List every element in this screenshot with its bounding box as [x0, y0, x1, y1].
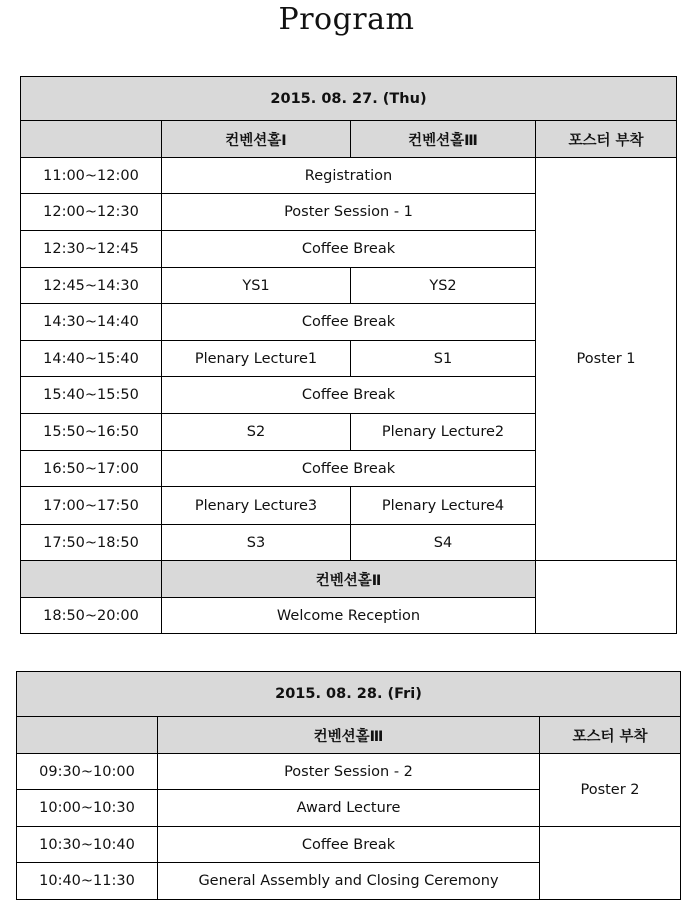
time-cell: 10:40~11:30: [17, 863, 158, 900]
room1-cell: S3: [162, 525, 351, 561]
day2-date: 2015. 08. 28. (Fri): [17, 672, 681, 717]
day2-schedule-table: [16, 671, 681, 900]
day1-empty-poster-cell: [536, 561, 677, 634]
reception-time-header: [21, 561, 162, 598]
event-cell: Coffee Break: [162, 451, 536, 487]
time-cell: 12:30~12:45: [21, 231, 162, 268]
time-cell: 12:45~14:30: [21, 268, 162, 304]
day2-poster-cell: Poster 2: [540, 754, 681, 827]
time-cell: 17:50~18:50: [21, 525, 162, 561]
room3-cell: YS2: [351, 268, 536, 304]
day1-room1-header: 컨벤션홀Ⅰ: [162, 121, 351, 158]
reception-room-header: 컨벤션홀Ⅱ: [162, 561, 536, 598]
room3-cell: S4: [351, 525, 536, 561]
room3-cell: Plenary Lecture4: [351, 487, 536, 525]
day1-date: 2015. 08. 27. (Thu): [21, 77, 677, 121]
day2-empty-poster-cell: [540, 827, 681, 900]
event-cell: Award Lecture: [158, 790, 540, 827]
room1-cell: YS1: [162, 268, 351, 304]
room1-cell: S2: [162, 414, 351, 451]
day1-room3-header: 컨벤션홀Ⅲ: [351, 121, 536, 158]
event-cell: Poster Session - 2: [158, 754, 540, 790]
room3-cell: Plenary Lecture2: [351, 414, 536, 451]
event-cell: General Assembly and Closing Ceremony: [158, 863, 540, 900]
time-cell: 17:00~17:50: [21, 487, 162, 525]
day1-poster-header: 포스터 부착: [536, 121, 677, 158]
room1-cell: Plenary Lecture3: [162, 487, 351, 525]
event-cell: Coffee Break: [158, 827, 540, 863]
time-cell: 10:30~10:40: [17, 827, 158, 863]
day1-poster-cell: Poster 1: [536, 158, 677, 561]
time-cell: 12:00~12:30: [21, 194, 162, 231]
event-cell: Registration: [162, 158, 536, 194]
event-cell: Coffee Break: [162, 304, 536, 341]
time-cell: 09:30~10:00: [17, 754, 158, 790]
time-cell: 14:40~15:40: [21, 341, 162, 377]
time-cell: 18:50~20:00: [21, 598, 162, 634]
day1-time-header: [21, 121, 162, 158]
room3-cell: S1: [351, 341, 536, 377]
time-cell: 15:40~15:50: [21, 377, 162, 414]
time-cell: 11:00~12:00: [21, 158, 162, 194]
time-cell: 16:50~17:00: [21, 451, 162, 487]
event-cell: Poster Session - 1: [162, 194, 536, 231]
day2-time-header: [17, 717, 158, 754]
event-cell: Welcome Reception: [162, 598, 536, 634]
day2-room3-header: 컨벤션홀Ⅲ: [158, 717, 540, 754]
event-cell: Coffee Break: [162, 377, 536, 414]
page-title: Program: [278, 2, 415, 37]
time-cell: 15:50~16:50: [21, 414, 162, 451]
time-cell: 10:00~10:30: [17, 790, 158, 827]
event-cell: Coffee Break: [162, 231, 536, 268]
day2-poster-header: 포스터 부착: [540, 717, 681, 754]
day1-schedule-table: [20, 76, 677, 634]
room1-cell: Plenary Lecture1: [162, 341, 351, 377]
time-cell: 14:30~14:40: [21, 304, 162, 341]
